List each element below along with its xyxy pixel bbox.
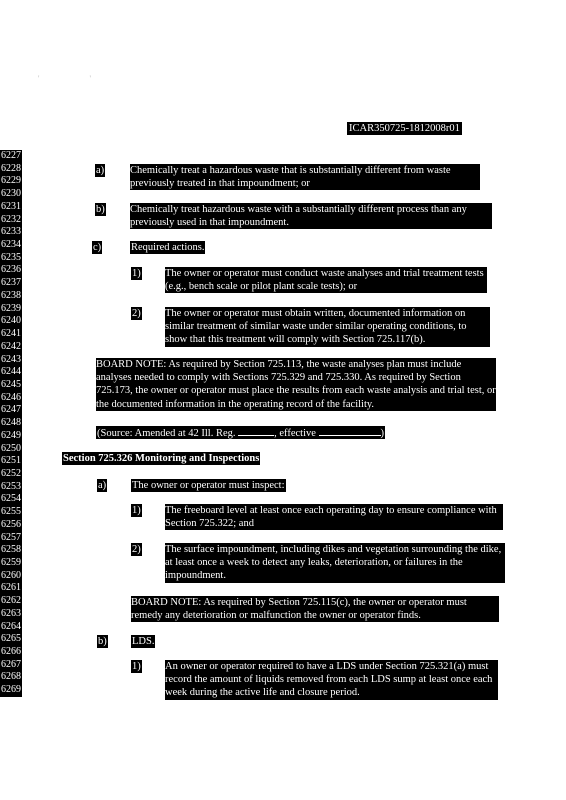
line-number: 6266: [1, 646, 21, 658]
item-a-label: a): [96, 165, 105, 176]
section-heading: Section 725.326 Monitoring and Inspections: [63, 453, 260, 464]
line-number: 6250: [1, 442, 21, 454]
line-number: 6254: [1, 493, 21, 505]
line-number: 6260: [1, 569, 21, 581]
line-number: 6258: [1, 544, 21, 556]
section-item-b1-text: An owner or operator required to have a LDS under Section 725.321(a) must record the amount of liquids removed from each LDS sump at least once each week during the active life and closure period.: [165, 660, 498, 700]
line-number: 6253: [1, 480, 21, 492]
line-number: 6259: [1, 557, 21, 568]
section-item-b-label: b): [98, 636, 107, 647]
line-number: 6228: [1, 162, 21, 174]
section-item-a-label: a): [98, 480, 107, 491]
line-number: 6242: [1, 340, 21, 352]
section-item-b-text: LDS.: [132, 636, 155, 647]
line-number: 6261: [1, 582, 21, 594]
section-item-a1-label: 1): [132, 505, 141, 516]
source-note: (Source: Amended at 42 Ill. Reg. , effective ): [97, 428, 385, 439]
line-number: 6255: [1, 506, 21, 518]
line-number: 6237: [1, 277, 21, 289]
line-number: 6244: [1, 366, 21, 378]
line-number: 6256: [1, 518, 21, 530]
item-b-label: b): [96, 204, 105, 215]
section-item-a2-text: The surface impoundment, including dikes and vegetation surrounding the dike, at least once a week to detect any leaks, deterioration, or failures in the impoundment.: [165, 543, 505, 583]
item-a-text: Chemically treat a hazardous waste that is substantially different from waste previously treated in that impoundment; or: [130, 164, 480, 190]
line-number: 6247: [1, 404, 21, 416]
line-number: 6240: [1, 315, 21, 327]
line-number: 6252: [1, 467, 21, 479]
line-number: 6232: [1, 213, 21, 225]
line-number: 6231: [1, 200, 21, 212]
line-number: 6265: [1, 633, 21, 645]
line-number: 6239: [1, 302, 21, 314]
section-item-b1-label: 1): [132, 661, 141, 672]
line-number: 6227: [1, 150, 21, 161]
line-number: 6241: [1, 328, 21, 340]
item-c1-text: The owner or operator must conduct waste analyses and trial treatment tests (e.g., bench scale or pilot plant scale tests); or: [165, 267, 487, 293]
board-note-2: BOARD NOTE: As required by Section 725.115(c), the owner or operator must remedy any deterioration or malfunction the owner or operator finds.: [131, 596, 499, 622]
document-id: ICAR350725-1812008r01: [349, 123, 460, 134]
line-number: 6264: [1, 620, 21, 632]
section-item-a2-label: 2): [132, 544, 141, 555]
line-number-gutter: [0, 150, 22, 697]
line-number: 6269: [1, 684, 21, 696]
line-number: 6267: [1, 658, 21, 670]
scan-artifact: ' ': [38, 74, 115, 83]
line-number: 6249: [1, 429, 21, 441]
line-number: 6262: [1, 595, 21, 607]
item-c-text: Required actions.: [131, 242, 205, 253]
line-number: 6236: [1, 264, 21, 276]
section-item-a1-text: The freeboard level at least once each operating day to ensure compliance with Section 725.322; and: [165, 504, 503, 530]
line-number: 6246: [1, 391, 21, 403]
item-b-text: Chemically treat hazardous waste with a substantially different process than any previously used in that impoundment.: [130, 203, 492, 229]
line-number: 6235: [1, 251, 21, 263]
line-number: 6257: [1, 531, 21, 543]
line-number: 6248: [1, 417, 21, 429]
section-item-a-text: The owner or operator must inspect:: [132, 480, 285, 491]
line-number: 6234: [1, 239, 21, 251]
item-c2-text: The owner or operator must obtain written, documented information on similar treatment of similar waste under similar operating conditions, to show that this treatment will comply with Section 725.117(b).: [165, 307, 490, 347]
line-number: 6251: [1, 455, 21, 467]
line-number: 6243: [1, 353, 21, 365]
line-number: 6233: [1, 226, 21, 238]
item-c2-label: 2): [132, 308, 141, 319]
item-c-label: c): [93, 242, 102, 253]
line-number: 6230: [1, 188, 21, 200]
line-number: 6245: [1, 378, 21, 390]
line-number: 6238: [1, 289, 21, 301]
item-c1-label: 1): [132, 268, 141, 279]
board-note-1: BOARD NOTE: As required by Section 725.113, the waste analyses plan must include analyses needed to comply with Sections 725.329 and 725.330. As required by Section 725.173, the owner or operator must place the results from each waste analysis and trial test, or the documented information in the operating record of the facility.: [96, 359, 496, 410]
line-number: 6229: [1, 175, 21, 187]
line-number: 6268: [1, 671, 21, 683]
line-number: 6263: [1, 607, 21, 619]
